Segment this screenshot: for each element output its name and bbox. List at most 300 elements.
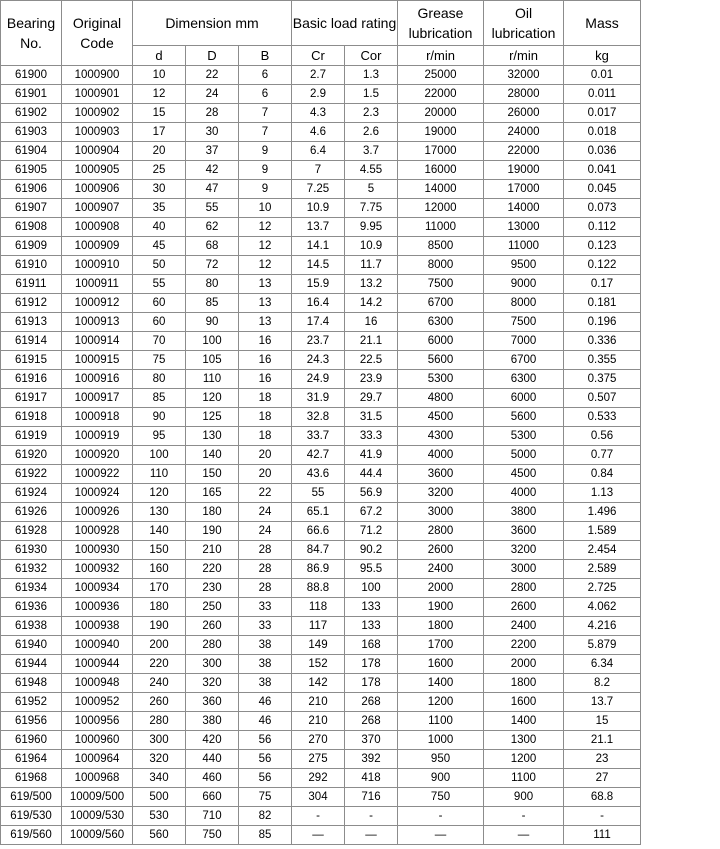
cell-width-b: 13	[239, 294, 292, 313]
cell-bearing-no: 61916	[1, 370, 62, 389]
cell-cr: 15.9	[292, 275, 345, 294]
cell-oil-speed: 3200	[484, 541, 564, 560]
cell-cr: 275	[292, 750, 345, 769]
cell-outer-d: 420	[186, 731, 239, 750]
cell-cr: 210	[292, 712, 345, 731]
cell-mass: 21.1	[564, 731, 641, 750]
cell-mass: 0.01	[564, 66, 641, 85]
cell-original-code: 1000912	[62, 294, 133, 313]
cell-oil-speed: 9000	[484, 275, 564, 294]
cell-original-code: 1000932	[62, 560, 133, 579]
cell-width-b: 22	[239, 484, 292, 503]
cell-outer-d: 260	[186, 617, 239, 636]
cell-cr: 7.25	[292, 180, 345, 199]
cell-grease-speed: 22000	[398, 85, 484, 104]
cell-width-b: 16	[239, 370, 292, 389]
cell-grease-speed: 3200	[398, 484, 484, 503]
cell-d: 55	[133, 275, 186, 294]
table-row	[1, 351, 641, 370]
cell-cr: -	[292, 807, 345, 826]
table-row	[1, 617, 641, 636]
cell-bearing-no: 61910	[1, 256, 62, 275]
cell-width-b: 46	[239, 712, 292, 731]
cell-mass: 23	[564, 750, 641, 769]
cell-original-code: 1000922	[62, 465, 133, 484]
cell-mass: 0.036	[564, 142, 641, 161]
cell-cr: 33.7	[292, 427, 345, 446]
cell-original-code: 1000915	[62, 351, 133, 370]
table-row	[1, 294, 641, 313]
cell-bearing-no: 61930	[1, 541, 62, 560]
subheader-cr: Cr	[292, 46, 345, 66]
cell-width-b: 28	[239, 541, 292, 560]
cell-oil-speed: 6700	[484, 351, 564, 370]
cell-original-code: 1000911	[62, 275, 133, 294]
cell-mass: 0.112	[564, 218, 641, 237]
cell-bearing-no: 61913	[1, 313, 62, 332]
cell-cr: 4.6	[292, 123, 345, 142]
cell-cor: 418	[345, 769, 398, 788]
cell-bearing-no: 61936	[1, 598, 62, 617]
cell-outer-d: 710	[186, 807, 239, 826]
cell-outer-d: 90	[186, 313, 239, 332]
cell-oil-speed: 5600	[484, 408, 564, 427]
cell-mass: 0.181	[564, 294, 641, 313]
cell-original-code: 1000938	[62, 617, 133, 636]
cell-d: 15	[133, 104, 186, 123]
cell-original-code: 1000924	[62, 484, 133, 503]
table-row	[1, 104, 641, 123]
cell-cor: 67.2	[345, 503, 398, 522]
cell-oil-speed: 7000	[484, 332, 564, 351]
cell-original-code: 1000944	[62, 655, 133, 674]
cell-grease-speed: 750	[398, 788, 484, 807]
cell-cor: 178	[345, 674, 398, 693]
cell-original-code: 1000934	[62, 579, 133, 598]
cell-oil-speed: 900	[484, 788, 564, 807]
cell-mass: 0.507	[564, 389, 641, 408]
cell-bearing-no: 61926	[1, 503, 62, 522]
cell-grease-speed: 4800	[398, 389, 484, 408]
cell-bearing-no: 61940	[1, 636, 62, 655]
cell-cr: 16.4	[292, 294, 345, 313]
cell-original-code: 1000920	[62, 446, 133, 465]
cell-bearing-no: 619/560	[1, 826, 62, 845]
cell-width-b: 6	[239, 66, 292, 85]
cell-cor: 133	[345, 617, 398, 636]
cell-width-b: 28	[239, 560, 292, 579]
cell-outer-d: 105	[186, 351, 239, 370]
cell-oil-speed: 7500	[484, 313, 564, 332]
cell-original-code: 1000919	[62, 427, 133, 446]
cell-cr: 304	[292, 788, 345, 807]
cell-original-code: 10009/530	[62, 807, 133, 826]
cell-cr: 2.9	[292, 85, 345, 104]
cell-original-code: 1000948	[62, 674, 133, 693]
cell-grease-speed: —	[398, 826, 484, 845]
cell-original-code: 1000905	[62, 161, 133, 180]
cell-grease-speed: 6300	[398, 313, 484, 332]
cell-cr: 13.7	[292, 218, 345, 237]
cell-cr: 17.4	[292, 313, 345, 332]
cell-oil-speed: 32000	[484, 66, 564, 85]
cell-outer-d: 320	[186, 674, 239, 693]
cell-cr: 14.5	[292, 256, 345, 275]
cell-mass: 0.375	[564, 370, 641, 389]
table-row	[1, 85, 641, 104]
cell-width-b: 38	[239, 674, 292, 693]
cell-outer-d: 750	[186, 826, 239, 845]
cell-bearing-no: 61924	[1, 484, 62, 503]
cell-bearing-no: 61922	[1, 465, 62, 484]
table-row	[1, 579, 641, 598]
cell-width-b: 56	[239, 731, 292, 750]
cell-grease-speed: 11000	[398, 218, 484, 237]
cell-outer-d: 660	[186, 788, 239, 807]
table-row	[1, 807, 641, 826]
cell-original-code: 1000908	[62, 218, 133, 237]
cell-mass: 0.045	[564, 180, 641, 199]
cell-cor: 1.3	[345, 66, 398, 85]
subheader-d: d	[133, 46, 186, 66]
cell-outer-d: 280	[186, 636, 239, 655]
cell-width-b: 38	[239, 636, 292, 655]
cell-bearing-no: 61920	[1, 446, 62, 465]
cell-outer-d: 250	[186, 598, 239, 617]
cell-original-code: 1000918	[62, 408, 133, 427]
cell-grease-speed: 4000	[398, 446, 484, 465]
cell-width-b: 12	[239, 237, 292, 256]
cell-cor: 16	[345, 313, 398, 332]
header-dimension: Dimension mm	[133, 1, 292, 46]
cell-width-b: 9	[239, 142, 292, 161]
cell-outer-d: 130	[186, 427, 239, 446]
cell-mass: 6.34	[564, 655, 641, 674]
cell-cr: 292	[292, 769, 345, 788]
cell-bearing-no: 61919	[1, 427, 62, 446]
cell-mass: 111	[564, 826, 641, 845]
cell-cr: —	[292, 826, 345, 845]
cell-mass: 5.879	[564, 636, 641, 655]
cell-cr: 4.3	[292, 104, 345, 123]
cell-original-code: 1000917	[62, 389, 133, 408]
cell-outer-d: 28	[186, 104, 239, 123]
cell-cor: 44.4	[345, 465, 398, 484]
cell-oil-speed: 4500	[484, 465, 564, 484]
cell-d: 95	[133, 427, 186, 446]
cell-d: 60	[133, 294, 186, 313]
cell-cr: 10.9	[292, 199, 345, 218]
cell-bearing-no: 61960	[1, 731, 62, 750]
cell-grease-speed: 1000	[398, 731, 484, 750]
cell-width-b: 56	[239, 769, 292, 788]
cell-d: 70	[133, 332, 186, 351]
cell-d: 560	[133, 826, 186, 845]
header-basic-load-rating: Basic load rating	[292, 1, 398, 46]
cell-original-code: 1000968	[62, 769, 133, 788]
cell-mass: 2.454	[564, 541, 641, 560]
cell-d: 160	[133, 560, 186, 579]
cell-outer-d: 55	[186, 199, 239, 218]
cell-d: 260	[133, 693, 186, 712]
cell-outer-d: 42	[186, 161, 239, 180]
cell-width-b: 12	[239, 218, 292, 237]
cell-bearing-no: 61901	[1, 85, 62, 104]
cell-original-code: 1000936	[62, 598, 133, 617]
cell-cr: 270	[292, 731, 345, 750]
cell-oil-speed: 6000	[484, 389, 564, 408]
cell-original-code: 1000910	[62, 256, 133, 275]
cell-grease-speed: 1900	[398, 598, 484, 617]
cell-mass: 0.196	[564, 313, 641, 332]
cell-mass: 0.041	[564, 161, 641, 180]
cell-mass: 0.17	[564, 275, 641, 294]
cell-cr: 55	[292, 484, 345, 503]
table-row	[1, 750, 641, 769]
cell-oil-speed: 28000	[484, 85, 564, 104]
cell-cr: 24.9	[292, 370, 345, 389]
table-row	[1, 826, 641, 845]
table-row	[1, 313, 641, 332]
cell-width-b: 46	[239, 693, 292, 712]
cell-width-b: 6	[239, 85, 292, 104]
table-row	[1, 180, 641, 199]
cell-bearing-no: 61968	[1, 769, 62, 788]
cell-grease-speed: 6000	[398, 332, 484, 351]
cell-cor: 31.5	[345, 408, 398, 427]
cell-original-code: 1000900	[62, 66, 133, 85]
table-row	[1, 769, 641, 788]
cell-cor: 2.3	[345, 104, 398, 123]
cell-oil-speed: 2000	[484, 655, 564, 674]
cell-cor: 90.2	[345, 541, 398, 560]
subheader-cor: Cor	[345, 46, 398, 66]
table-row	[1, 199, 641, 218]
cell-bearing-no: 619/500	[1, 788, 62, 807]
cell-bearing-no: 61934	[1, 579, 62, 598]
header-original-code: Original Code	[62, 1, 133, 66]
cell-cr: 24.3	[292, 351, 345, 370]
table-row	[1, 465, 641, 484]
table-row	[1, 560, 641, 579]
cell-grease-speed: 16000	[398, 161, 484, 180]
cell-mass: 0.336	[564, 332, 641, 351]
cell-d: 80	[133, 370, 186, 389]
cell-original-code: 1000916	[62, 370, 133, 389]
cell-bearing-no: 61907	[1, 199, 62, 218]
cell-cor: 21.1	[345, 332, 398, 351]
cell-oil-speed: 4000	[484, 484, 564, 503]
cell-cr: 32.8	[292, 408, 345, 427]
cell-width-b: 13	[239, 313, 292, 332]
cell-bearing-no: 61948	[1, 674, 62, 693]
cell-d: 130	[133, 503, 186, 522]
cell-cor: 13.2	[345, 275, 398, 294]
cell-mass: 1.496	[564, 503, 641, 522]
cell-d: 320	[133, 750, 186, 769]
cell-outer-d: 230	[186, 579, 239, 598]
cell-cr: 6.4	[292, 142, 345, 161]
cell-bearing-no: 61938	[1, 617, 62, 636]
cell-bearing-no: 61917	[1, 389, 62, 408]
cell-original-code: 1000902	[62, 104, 133, 123]
cell-original-code: 1000952	[62, 693, 133, 712]
cell-original-code: 1000901	[62, 85, 133, 104]
table-row	[1, 389, 641, 408]
cell-outer-d: 30	[186, 123, 239, 142]
cell-mass: 4.062	[564, 598, 641, 617]
cell-cor: 33.3	[345, 427, 398, 446]
cell-bearing-no: 61909	[1, 237, 62, 256]
header-oil-lubrication: Oil lubrication	[484, 1, 564, 46]
cell-cr: 43.6	[292, 465, 345, 484]
cell-width-b: 33	[239, 617, 292, 636]
cell-d: 10	[133, 66, 186, 85]
cell-d: 500	[133, 788, 186, 807]
table-row	[1, 256, 641, 275]
cell-oil-speed: 2800	[484, 579, 564, 598]
cell-outer-d: 68	[186, 237, 239, 256]
cell-d: 280	[133, 712, 186, 731]
cell-outer-d: 100	[186, 332, 239, 351]
cell-d: 17	[133, 123, 186, 142]
cell-cor: 22.5	[345, 351, 398, 370]
cell-cor: 41.9	[345, 446, 398, 465]
table-row	[1, 370, 641, 389]
subheader-mass-unit: kg	[564, 46, 641, 66]
cell-oil-speed: 14000	[484, 199, 564, 218]
cell-cor: 10.9	[345, 237, 398, 256]
cell-grease-speed: -	[398, 807, 484, 826]
cell-cr: 7	[292, 161, 345, 180]
cell-width-b: 20	[239, 446, 292, 465]
cell-cr: 142	[292, 674, 345, 693]
subheader-B: B	[239, 46, 292, 66]
subheader-D: D	[186, 46, 239, 66]
cell-cor: 4.55	[345, 161, 398, 180]
table-row	[1, 427, 641, 446]
cell-outer-d: 22	[186, 66, 239, 85]
cell-oil-speed: 19000	[484, 161, 564, 180]
cell-mass: 0.073	[564, 199, 641, 218]
cell-original-code: 1000956	[62, 712, 133, 731]
cell-cor: 268	[345, 693, 398, 712]
cell-oil-speed: 13000	[484, 218, 564, 237]
cell-bearing-no: 61911	[1, 275, 62, 294]
cell-d: 60	[133, 313, 186, 332]
cell-cor: 95.5	[345, 560, 398, 579]
cell-outer-d: 210	[186, 541, 239, 560]
cell-bearing-no: 61914	[1, 332, 62, 351]
cell-mass: 27	[564, 769, 641, 788]
cell-bearing-no: 61932	[1, 560, 62, 579]
cell-original-code: 1000940	[62, 636, 133, 655]
cell-cor: 392	[345, 750, 398, 769]
table-row	[1, 408, 641, 427]
cell-grease-speed: 12000	[398, 199, 484, 218]
cell-grease-speed: 19000	[398, 123, 484, 142]
cell-bearing-no: 61956	[1, 712, 62, 731]
table-row	[1, 522, 641, 541]
table-row	[1, 712, 641, 731]
cell-grease-speed: 8500	[398, 237, 484, 256]
table-row	[1, 161, 641, 180]
cell-cor: 5	[345, 180, 398, 199]
cell-oil-speed: 9500	[484, 256, 564, 275]
table-row	[1, 142, 641, 161]
cell-mass: 0.017	[564, 104, 641, 123]
cell-cor: 168	[345, 636, 398, 655]
cell-cor: 7.75	[345, 199, 398, 218]
cell-d: 190	[133, 617, 186, 636]
cell-width-b: 18	[239, 389, 292, 408]
table-row	[1, 503, 641, 522]
cell-grease-speed: 2800	[398, 522, 484, 541]
cell-cor: 11.7	[345, 256, 398, 275]
cell-original-code: 1000904	[62, 142, 133, 161]
cell-cr: 66.6	[292, 522, 345, 541]
cell-grease-speed: 2000	[398, 579, 484, 598]
cell-grease-speed: 1800	[398, 617, 484, 636]
cell-width-b: 75	[239, 788, 292, 807]
table-row	[1, 275, 641, 294]
cell-width-b: 16	[239, 351, 292, 370]
table-row	[1, 218, 641, 237]
cell-d: 90	[133, 408, 186, 427]
cell-oil-speed: 2400	[484, 617, 564, 636]
cell-outer-d: 120	[186, 389, 239, 408]
cell-d: 75	[133, 351, 186, 370]
cell-width-b: 28	[239, 579, 292, 598]
cell-oil-speed: 5300	[484, 427, 564, 446]
cell-outer-d: 440	[186, 750, 239, 769]
cell-bearing-no: 61944	[1, 655, 62, 674]
cell-mass: 0.018	[564, 123, 641, 142]
cell-bearing-no: 61952	[1, 693, 62, 712]
cell-cr: 31.9	[292, 389, 345, 408]
cell-cor: -	[345, 807, 398, 826]
header-bearing-no: Bearing No.	[1, 1, 62, 66]
cell-d: 530	[133, 807, 186, 826]
cell-cr: 152	[292, 655, 345, 674]
cell-d: 180	[133, 598, 186, 617]
cell-width-b: 82	[239, 807, 292, 826]
cell-cr: 14.1	[292, 237, 345, 256]
cell-d: 25	[133, 161, 186, 180]
cell-width-b: 24	[239, 503, 292, 522]
cell-d: 220	[133, 655, 186, 674]
cell-oil-speed: 8000	[484, 294, 564, 313]
cell-width-b: 9	[239, 161, 292, 180]
cell-bearing-no: 61964	[1, 750, 62, 769]
cell-width-b: 18	[239, 427, 292, 446]
table-body	[1, 66, 641, 845]
cell-grease-speed: 1100	[398, 712, 484, 731]
cell-cor: 71.2	[345, 522, 398, 541]
cell-cr: 86.9	[292, 560, 345, 579]
cell-bearing-no: 61900	[1, 66, 62, 85]
cell-grease-speed: 25000	[398, 66, 484, 85]
cell-oil-speed: 1300	[484, 731, 564, 750]
cell-outer-d: 80	[186, 275, 239, 294]
cell-cor: 1.5	[345, 85, 398, 104]
cell-mass: 4.216	[564, 617, 641, 636]
cell-mass: 0.533	[564, 408, 641, 427]
cell-d: 85	[133, 389, 186, 408]
cell-cor: 9.95	[345, 218, 398, 237]
cell-d: 30	[133, 180, 186, 199]
cell-cor: 268	[345, 712, 398, 731]
